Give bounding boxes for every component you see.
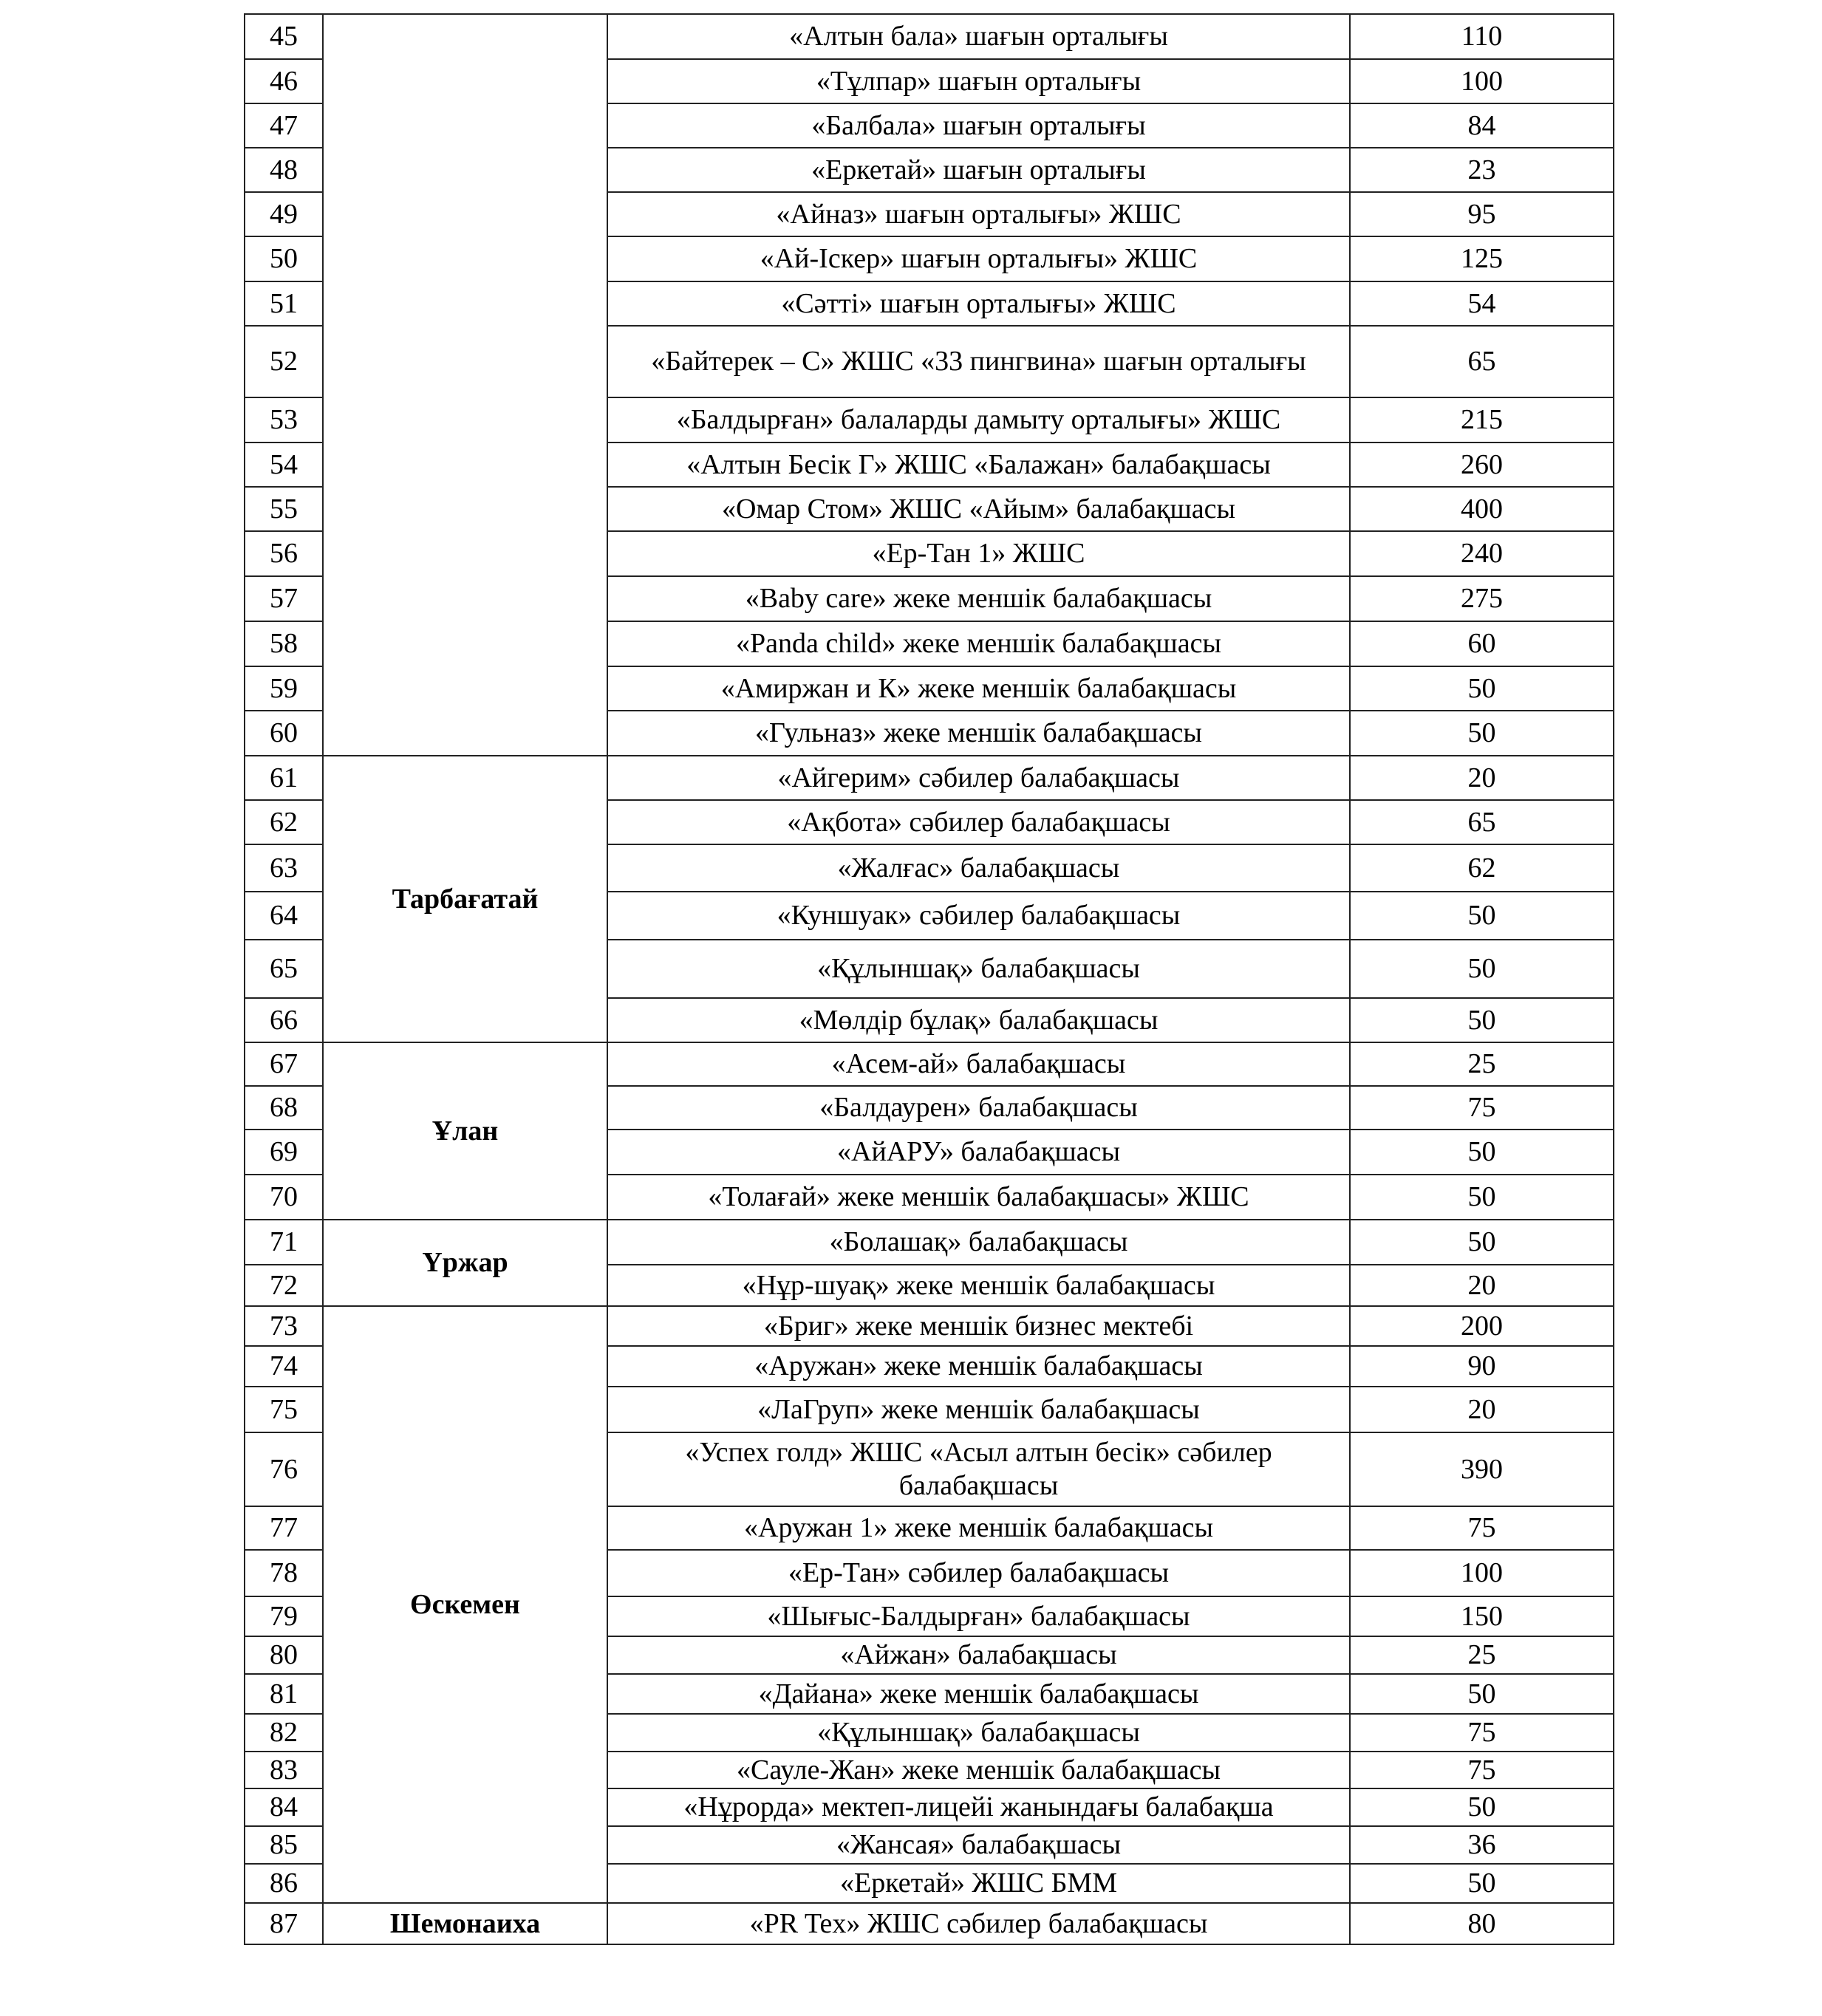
row-number: 56 <box>245 531 323 576</box>
kindergarten-table <box>244 13 1614 1945</box>
row-number: 74 <box>245 1346 323 1387</box>
table-row <box>245 1903 1614 1944</box>
institution-name: «Сауле-Жан» жеке меншік балабақшасы <box>607 1752 1350 1788</box>
row-number: 86 <box>245 1864 323 1903</box>
institution-name: «Құлыншақ» балабақшасы <box>607 940 1350 998</box>
row-number: 59 <box>245 666 323 711</box>
institution-name: «PR Tex» ЖШС сәбилер балабақшасы <box>607 1903 1350 1944</box>
row-number: 55 <box>245 487 323 531</box>
institution-name: «ЛаГруп» жеке меншік балабақшасы <box>607 1387 1350 1432</box>
institution-name: «Гульназ» жеке меншік балабақшасы <box>607 711 1350 756</box>
row-number: 71 <box>245 1220 323 1265</box>
row-number: 48 <box>245 148 323 192</box>
capacity-value: 20 <box>1350 756 1614 800</box>
row-number: 72 <box>245 1265 323 1306</box>
institution-name: «Асем-ай» балабақшасы <box>607 1042 1350 1086</box>
capacity-value: 36 <box>1350 1826 1614 1864</box>
capacity-value: 275 <box>1350 576 1614 621</box>
table-row <box>245 14 1614 59</box>
row-number: 73 <box>245 1306 323 1346</box>
capacity-value: 75 <box>1350 1506 1614 1550</box>
row-number: 77 <box>245 1506 323 1550</box>
institution-name: «Шығыс-Балдырған» балабақшасы <box>607 1596 1350 1636</box>
table-row <box>245 756 1614 800</box>
row-number: 50 <box>245 236 323 281</box>
institution-name: «Тұлпар» шағын орталығы <box>607 59 1350 103</box>
capacity-value: 84 <box>1350 103 1614 148</box>
capacity-value: 20 <box>1350 1387 1614 1432</box>
table-row <box>245 1306 1614 1346</box>
row-number: 76 <box>245 1432 323 1506</box>
institution-name: «Айжан» балабақшасы <box>607 1636 1350 1674</box>
capacity-value: 95 <box>1350 192 1614 236</box>
institution-name: «Айгерим» сәбилер балабақшасы <box>607 756 1350 800</box>
row-number: 49 <box>245 192 323 236</box>
institution-name: «Panda child» жеке меншік балабақшасы <box>607 621 1350 666</box>
institution-name: «Толағай» жеке меншік балабақшасы» ЖШС <box>607 1175 1350 1220</box>
district-cell: Шемонаиха <box>323 1903 607 1944</box>
institution-name: «Сәтті» шағын орталығы» ЖШС <box>607 281 1350 326</box>
row-number: 61 <box>245 756 323 800</box>
institution-name: «Аружан 1» жеке меншік балабақшасы <box>607 1506 1350 1550</box>
capacity-value: 240 <box>1350 531 1614 576</box>
row-number: 82 <box>245 1714 323 1752</box>
capacity-value: 50 <box>1350 711 1614 756</box>
capacity-value: 260 <box>1350 443 1614 487</box>
row-number: 80 <box>245 1636 323 1674</box>
institution-name: «Балбала» шағын орталығы <box>607 103 1350 148</box>
row-number: 52 <box>245 326 323 397</box>
institution-name: «Алтын Бесік Г» ЖШС «Балажан» балабақшасы <box>607 443 1350 487</box>
row-number: 68 <box>245 1086 323 1130</box>
institution-name: «Еркетай» шағын орталығы <box>607 148 1350 192</box>
row-number: 75 <box>245 1387 323 1432</box>
row-number: 85 <box>245 1826 323 1864</box>
institution-name: «Амиржан и К» жеке меншік балабақшасы <box>607 666 1350 711</box>
capacity-value: 100 <box>1350 59 1614 103</box>
table-body <box>245 14 1614 1944</box>
capacity-value: 75 <box>1350 1714 1614 1752</box>
institution-name: «Успех голд» ЖШС «Асыл алтын бесік» сәбилер балабақшасы <box>607 1432 1350 1506</box>
institution-name: «Ер-Тан 1» ЖШС <box>607 531 1350 576</box>
row-number: 51 <box>245 281 323 326</box>
district-cell <box>323 14 607 756</box>
institution-name: «Baby care» жеке меншік балабақшасы <box>607 576 1350 621</box>
institution-name: «Мөлдір бұлақ» балабақшасы <box>607 998 1350 1042</box>
capacity-value: 50 <box>1350 666 1614 711</box>
capacity-value: 200 <box>1350 1306 1614 1346</box>
row-number: 64 <box>245 892 323 940</box>
row-number: 83 <box>245 1752 323 1788</box>
capacity-value: 100 <box>1350 1550 1614 1596</box>
capacity-value: 50 <box>1350 892 1614 940</box>
capacity-value: 400 <box>1350 487 1614 531</box>
institution-name: «Дайана» жеке меншік балабақшасы <box>607 1674 1350 1714</box>
capacity-value: 54 <box>1350 281 1614 326</box>
row-number: 53 <box>245 397 323 443</box>
capacity-value: 50 <box>1350 1175 1614 1220</box>
row-number: 46 <box>245 59 323 103</box>
institution-name: «АйАРУ» балабақшасы <box>607 1130 1350 1175</box>
capacity-value: 25 <box>1350 1636 1614 1674</box>
row-number: 63 <box>245 844 323 892</box>
row-number: 78 <box>245 1550 323 1596</box>
row-number: 87 <box>245 1903 323 1944</box>
capacity-value: 50 <box>1350 1130 1614 1175</box>
capacity-value: 65 <box>1350 800 1614 844</box>
institution-name: «Балдаурен» балабақшасы <box>607 1086 1350 1130</box>
capacity-value: 50 <box>1350 940 1614 998</box>
capacity-value: 65 <box>1350 326 1614 397</box>
row-number: 45 <box>245 14 323 59</box>
institution-name: «Еркетай» ЖШС БММ <box>607 1864 1350 1903</box>
institution-name: «Болашақ» балабақшасы <box>607 1220 1350 1265</box>
capacity-value: 80 <box>1350 1903 1614 1944</box>
row-number: 67 <box>245 1042 323 1086</box>
institution-name: «Куншуак» сәбилер балабақшасы <box>607 892 1350 940</box>
institution-name: «Омар Стом» ЖШС «Айым» балабақшасы <box>607 487 1350 531</box>
row-number: 62 <box>245 800 323 844</box>
district-cell: Өскемен <box>323 1306 607 1903</box>
institution-name: «Бриг» жеке меншік бизнес мектебі <box>607 1306 1350 1346</box>
capacity-value: 20 <box>1350 1265 1614 1306</box>
row-number: 70 <box>245 1175 323 1220</box>
institution-name: «Аружан» жеке меншік балабақшасы <box>607 1346 1350 1387</box>
institution-name: «Нұрорда» мектеп-лицейі жанындағы балабақша <box>607 1788 1350 1826</box>
institution-name: «Байтерек – С» ЖШС «33 пингвина» шағын орталығы <box>607 326 1350 397</box>
capacity-value: 25 <box>1350 1042 1614 1086</box>
capacity-value: 50 <box>1350 1674 1614 1714</box>
institution-name: «Құлыншақ» балабақшасы <box>607 1714 1350 1752</box>
institution-name: «Балдырған» балаларды дамыту орталығы» ЖШС <box>607 397 1350 443</box>
district-cell: Үржар <box>323 1220 607 1306</box>
institution-name: «Ай-Іскер» шағын орталығы» ЖШС <box>607 236 1350 281</box>
table-row <box>245 1042 1614 1086</box>
row-number: 66 <box>245 998 323 1042</box>
row-number: 58 <box>245 621 323 666</box>
capacity-value: 23 <box>1350 148 1614 192</box>
institution-name: «Ақбота» сәбилер балабақшасы <box>607 800 1350 844</box>
institution-name: «Алтын бала» шағын орталығы <box>607 14 1350 59</box>
row-number: 65 <box>245 940 323 998</box>
capacity-value: 50 <box>1350 1864 1614 1903</box>
capacity-value: 50 <box>1350 998 1614 1042</box>
institution-name: «Айназ» шағын орталығы» ЖШС <box>607 192 1350 236</box>
capacity-value: 390 <box>1350 1432 1614 1506</box>
capacity-value: 50 <box>1350 1220 1614 1265</box>
institution-name: «Жалғас» балабақшасы <box>607 844 1350 892</box>
capacity-value: 60 <box>1350 621 1614 666</box>
capacity-value: 215 <box>1350 397 1614 443</box>
row-number: 81 <box>245 1674 323 1714</box>
row-number: 57 <box>245 576 323 621</box>
row-number: 47 <box>245 103 323 148</box>
row-number: 69 <box>245 1130 323 1175</box>
row-number: 84 <box>245 1788 323 1826</box>
capacity-value: 125 <box>1350 236 1614 281</box>
capacity-value: 62 <box>1350 844 1614 892</box>
district-cell: Ұлан <box>323 1042 607 1220</box>
institution-name: «Жансая» балабақшасы <box>607 1826 1350 1864</box>
row-number: 60 <box>245 711 323 756</box>
capacity-value: 90 <box>1350 1346 1614 1387</box>
district-cell: Тарбағатай <box>323 756 607 1042</box>
capacity-value: 75 <box>1350 1752 1614 1788</box>
institution-name: «Ер-Тан» сәбилер балабақшасы <box>607 1550 1350 1596</box>
institution-name: «Нұр-шуақ» жеке меншік балабақшасы <box>607 1265 1350 1306</box>
capacity-value: 150 <box>1350 1596 1614 1636</box>
row-number: 79 <box>245 1596 323 1636</box>
capacity-value: 110 <box>1350 14 1614 59</box>
table-row <box>245 1220 1614 1265</box>
row-number: 54 <box>245 443 323 487</box>
capacity-value: 50 <box>1350 1788 1614 1826</box>
capacity-value: 75 <box>1350 1086 1614 1130</box>
